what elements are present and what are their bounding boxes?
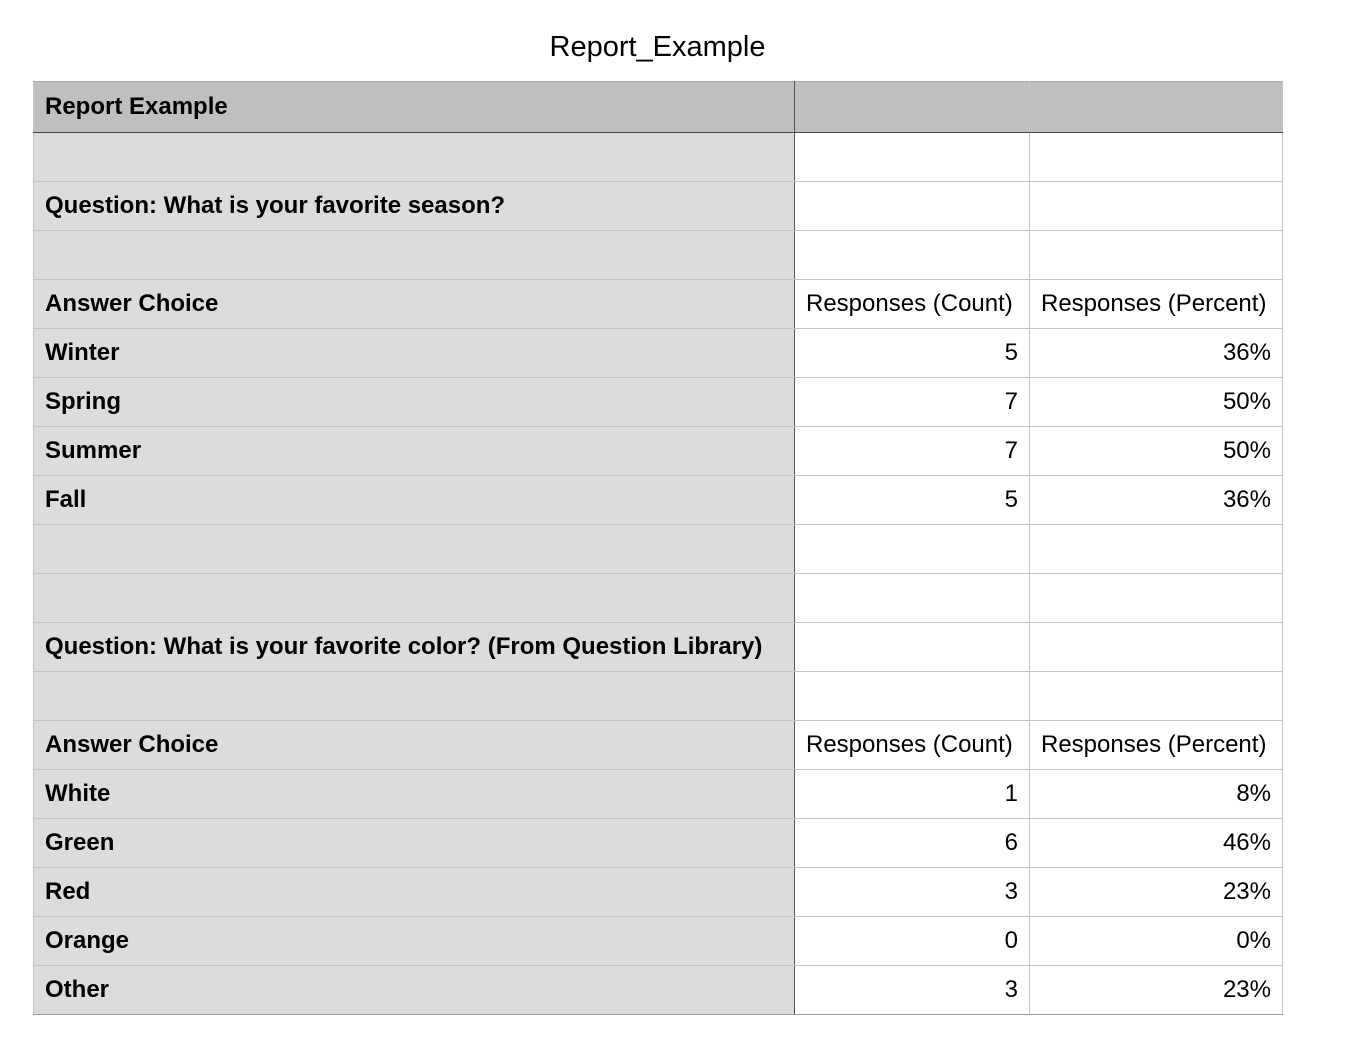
table-row — [34, 672, 1283, 721]
table-row — [34, 476, 1283, 525]
label-cell[interactable] — [34, 525, 795, 574]
label-cell[interactable]: White — [34, 770, 795, 819]
count-cell[interactable] — [795, 623, 1030, 672]
percent-cell[interactable]: 8% — [1030, 770, 1283, 819]
percent-cell[interactable] — [1030, 133, 1283, 182]
count-header-cell[interactable]: Responses (Count) — [795, 280, 1030, 329]
percent-cell[interactable] — [1030, 182, 1283, 231]
percent-cell[interactable] — [1030, 525, 1283, 574]
percent-cell[interactable] — [1030, 231, 1283, 280]
table-row — [34, 378, 1283, 427]
percent-cell[interactable]: 50% — [1030, 427, 1283, 476]
count-cell[interactable]: 3 — [795, 868, 1030, 917]
percent-cell[interactable]: 36% — [1030, 329, 1283, 378]
percent-cell[interactable]: 46% — [1030, 819, 1283, 868]
label-cell[interactable]: Green — [34, 819, 795, 868]
table-row — [34, 525, 1283, 574]
count-cell[interactable]: 7 — [795, 427, 1030, 476]
header-empty-cell[interactable] — [795, 82, 1030, 133]
label-cell[interactable]: Question: What is your favorite season? — [34, 182, 795, 231]
count-cell[interactable] — [795, 231, 1030, 280]
answer-choice-header-cell[interactable]: Answer Choice — [34, 721, 795, 770]
table-row — [34, 182, 1283, 231]
count-cell[interactable]: 3 — [795, 966, 1030, 1015]
count-cell[interactable] — [795, 525, 1030, 574]
count-cell[interactable] — [795, 574, 1030, 623]
label-cell[interactable]: Orange — [34, 917, 795, 966]
count-cell[interactable]: 0 — [795, 917, 1030, 966]
label-cell[interactable]: Summer — [34, 427, 795, 476]
percent-cell[interactable] — [1030, 623, 1283, 672]
label-cell[interactable] — [34, 672, 795, 721]
table-row — [34, 917, 1283, 966]
count-cell[interactable]: 7 — [795, 378, 1030, 427]
percent-header-cell[interactable]: Responses (Percent) — [1030, 721, 1283, 770]
count-cell[interactable] — [795, 133, 1030, 182]
table-row — [34, 770, 1283, 819]
percent-cell[interactable]: 36% — [1030, 476, 1283, 525]
percent-cell[interactable]: 23% — [1030, 966, 1283, 1015]
count-cell[interactable] — [795, 182, 1030, 231]
answer-choice-header-cell[interactable]: Answer Choice — [34, 280, 795, 329]
count-cell[interactable]: 1 — [795, 770, 1030, 819]
report-table — [33, 81, 1283, 1015]
table-row — [34, 231, 1283, 280]
label-cell[interactable]: Red — [34, 868, 795, 917]
percent-cell[interactable]: 0% — [1030, 917, 1283, 966]
count-cell[interactable]: 5 — [795, 329, 1030, 378]
table-row — [34, 133, 1283, 182]
table-row — [34, 280, 1283, 329]
table-row — [34, 819, 1283, 868]
table-row — [34, 329, 1283, 378]
document-title: Report_Example — [549, 31, 766, 63]
percent-cell[interactable] — [1030, 574, 1283, 623]
table-row — [34, 868, 1283, 917]
label-cell[interactable] — [34, 133, 795, 182]
label-cell[interactable]: Spring — [34, 378, 795, 427]
percent-header-cell[interactable]: Responses (Percent) — [1030, 280, 1283, 329]
table-row — [34, 721, 1283, 770]
header-empty-cell[interactable] — [1030, 82, 1283, 133]
percent-cell[interactable]: 23% — [1030, 868, 1283, 917]
label-cell[interactable]: Question: What is your favorite color? (From Question Library) — [34, 623, 795, 672]
count-header-cell[interactable]: Responses (Count) — [795, 721, 1030, 770]
table-row — [34, 427, 1283, 476]
count-cell[interactable] — [795, 672, 1030, 721]
percent-cell[interactable]: 50% — [1030, 378, 1283, 427]
label-cell[interactable]: Winter — [34, 329, 795, 378]
count-cell[interactable]: 5 — [795, 476, 1030, 525]
percent-cell[interactable] — [1030, 672, 1283, 721]
table-row — [34, 574, 1283, 623]
label-cell[interactable] — [34, 231, 795, 280]
table-row — [34, 966, 1283, 1015]
label-cell[interactable]: Other — [34, 966, 795, 1015]
table-row — [34, 623, 1283, 672]
count-cell[interactable]: 6 — [795, 819, 1030, 868]
label-cell[interactable]: Fall — [34, 476, 795, 525]
table-header-row — [34, 82, 1283, 133]
report-header-cell[interactable]: Report Example — [34, 82, 795, 133]
label-cell[interactable] — [34, 574, 795, 623]
